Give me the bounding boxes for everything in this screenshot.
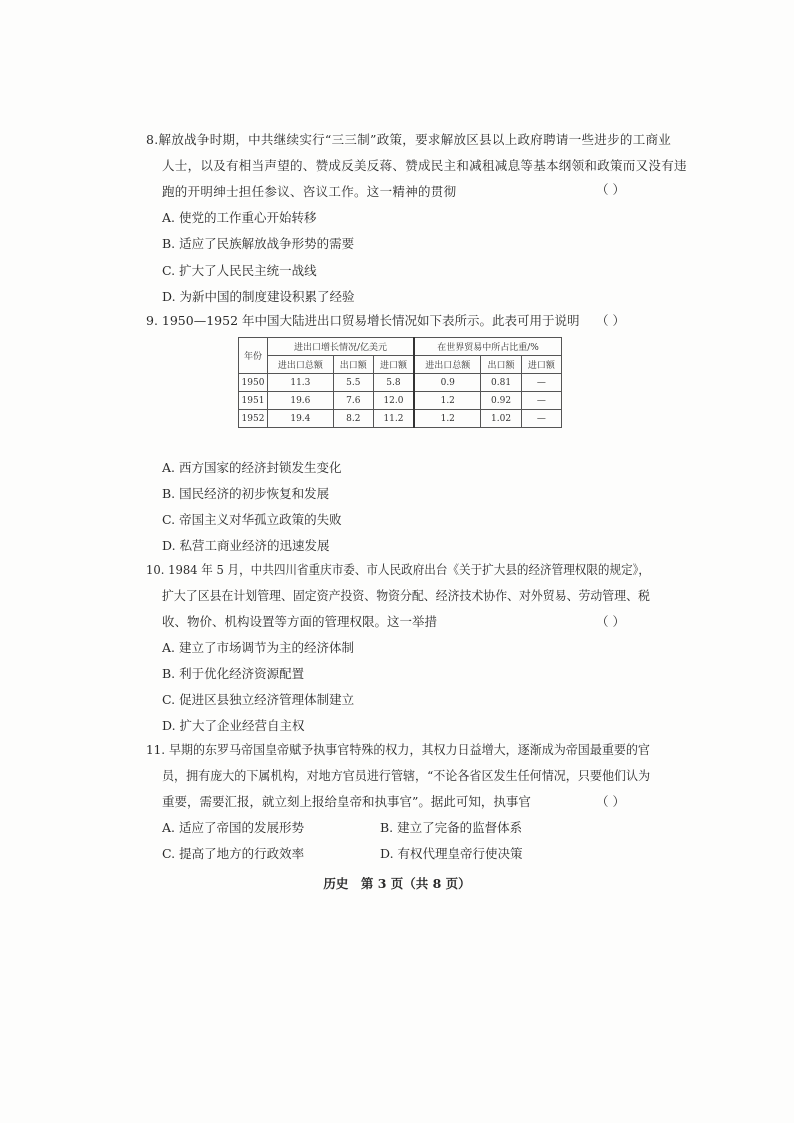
table-cell: 5.5	[333, 374, 373, 392]
q8-option-b: B. 适应了民族解放战争形势的需要	[162, 236, 355, 251]
q8-option-a: A. 使党的工作重心开始转移	[162, 210, 317, 225]
table-cell: 0.81	[481, 374, 521, 392]
table-subheader: 进口额	[373, 356, 414, 374]
table-row	[239, 410, 562, 428]
q8-stem-line3: 跑的开明绅士担任参议、咨议工作。这一精神的贯彻	[162, 184, 457, 199]
table-cell: 0.92	[481, 392, 521, 410]
table-cell: 19.6	[268, 392, 334, 410]
table-cell: 1.2	[414, 410, 481, 428]
q10-option-b: B. 利于优化经济资源配置	[162, 666, 305, 681]
q10-option-c: C. 促进区县独立经济管理体制建立	[162, 692, 355, 707]
q10-answer-paren: （ ）	[596, 614, 625, 629]
table-header-group2: 在世界贸易中所占比重/%	[414, 338, 561, 356]
q9-option-d: D. 私营工商业经济的迅速发展	[162, 538, 330, 553]
table-cell: 1.2	[414, 392, 481, 410]
table-subheader: 出口额	[481, 356, 521, 374]
table-row	[239, 392, 562, 410]
q10-stem-line2: 扩大了区县在计划管理、固定资产投资、物资分配、经济技术协作、对外贸易、劳动管理、税	[162, 588, 650, 603]
q10-option-a: A. 建立了市场调节为主的经济体制	[162, 640, 354, 655]
table-cell: 1951	[239, 392, 268, 410]
q8-stem-line1: 8.解放战争时期，中共继续实行“三三制”政策，要求解放区县以上政府聘请一些进步的工商业	[146, 132, 672, 147]
table-row	[239, 374, 562, 392]
q9-option-a: A. 西方国家的经济封锁发生变化	[162, 460, 342, 475]
q11-stem-line3: 重要，需要汇报，就立刻上报给皇帝和执事官”。据此可知，执事官	[162, 794, 531, 809]
page-footer: 历史 第 3 页（共 8 页）	[323, 876, 471, 891]
table-cell: 11.2	[373, 410, 414, 428]
table-subheader: 进出口总额	[414, 356, 481, 374]
table-cell: 7.6	[333, 392, 373, 410]
table-subheader: 进出口总额	[268, 356, 334, 374]
table-cell: 1.02	[481, 410, 521, 428]
q9-answer-paren: （ ）	[596, 313, 625, 328]
q11-answer-paren: （ ）	[596, 794, 625, 809]
q8-stem-line2: 人士，以及有相当声望的、赞成反美反蒋、赞成民主和减租减息等基本纲领和政策而又没有违	[162, 158, 687, 173]
table-cell: —	[521, 392, 561, 410]
q11-option-c: C. 提高了地方的行政效率	[162, 846, 305, 861]
table-cell: 8.2	[333, 410, 373, 428]
q9-option-b: B. 国民经济的初步恢复和发展	[162, 486, 330, 501]
table-header-year: 年份	[239, 338, 268, 374]
q11-option-a: A. 适应了帝国的发展形势	[162, 820, 304, 835]
table-cell: 12.0	[373, 392, 414, 410]
q11-option-b: B. 建立了完备的监督体系	[380, 820, 523, 835]
q11-stem-line2: 员，拥有庞大的下属机构，对地方官员进行管辖，“不论各省区发生任何情况，只要他们认为	[162, 768, 651, 783]
q8-option-d: D. 为新中国的制度建设积累了经验	[162, 289, 355, 304]
q8-answer-paren: （ ）	[596, 182, 625, 197]
table-cell: —	[521, 374, 561, 392]
table-subheader: 进口额	[521, 356, 561, 374]
table-header-group1: 进出口增长情况/亿美元	[268, 338, 415, 356]
q11-option-d: D. 有权代理皇帝行使决策	[380, 846, 523, 861]
q8-option-c: C. 扩大了人民民主统一战线	[162, 263, 317, 278]
table-cell: 1952	[239, 410, 268, 428]
table-cell: 11.3	[268, 374, 334, 392]
q11-stem-line1: 11. 早期的东罗马帝国皇帝赋予执事官特殊的权力，其权力日益增大，逐渐成为帝国最重要的官	[146, 742, 650, 757]
q10-stem-line3: 收、物价、机构设置等方面的管理权限。这一举措	[162, 614, 438, 629]
table-cell: 5.8	[373, 374, 414, 392]
question-8	[146, 127, 687, 205]
q10-stem-line1: 10. 1984 年 5 月，中共四川省重庆市委、市人民政府出台《关于扩大县的经济管理权限的规定》，	[146, 562, 651, 577]
q9-stem: 9. 1950—1952 年中国大陆进出口贸易增长情况如下表所示。此表可用于说明	[146, 313, 580, 328]
q10-option-d: D. 扩大了企业经营自主权	[162, 718, 305, 733]
table-subheader: 出口额	[333, 356, 373, 374]
table-cell: 0.9	[414, 374, 481, 392]
trade-table	[238, 337, 562, 428]
table-cell: —	[521, 410, 561, 428]
table-cell: 19.4	[268, 410, 334, 428]
q9-option-c: C. 帝国主义对华孤立政策的失败	[162, 512, 342, 527]
table-cell: 1950	[239, 374, 268, 392]
